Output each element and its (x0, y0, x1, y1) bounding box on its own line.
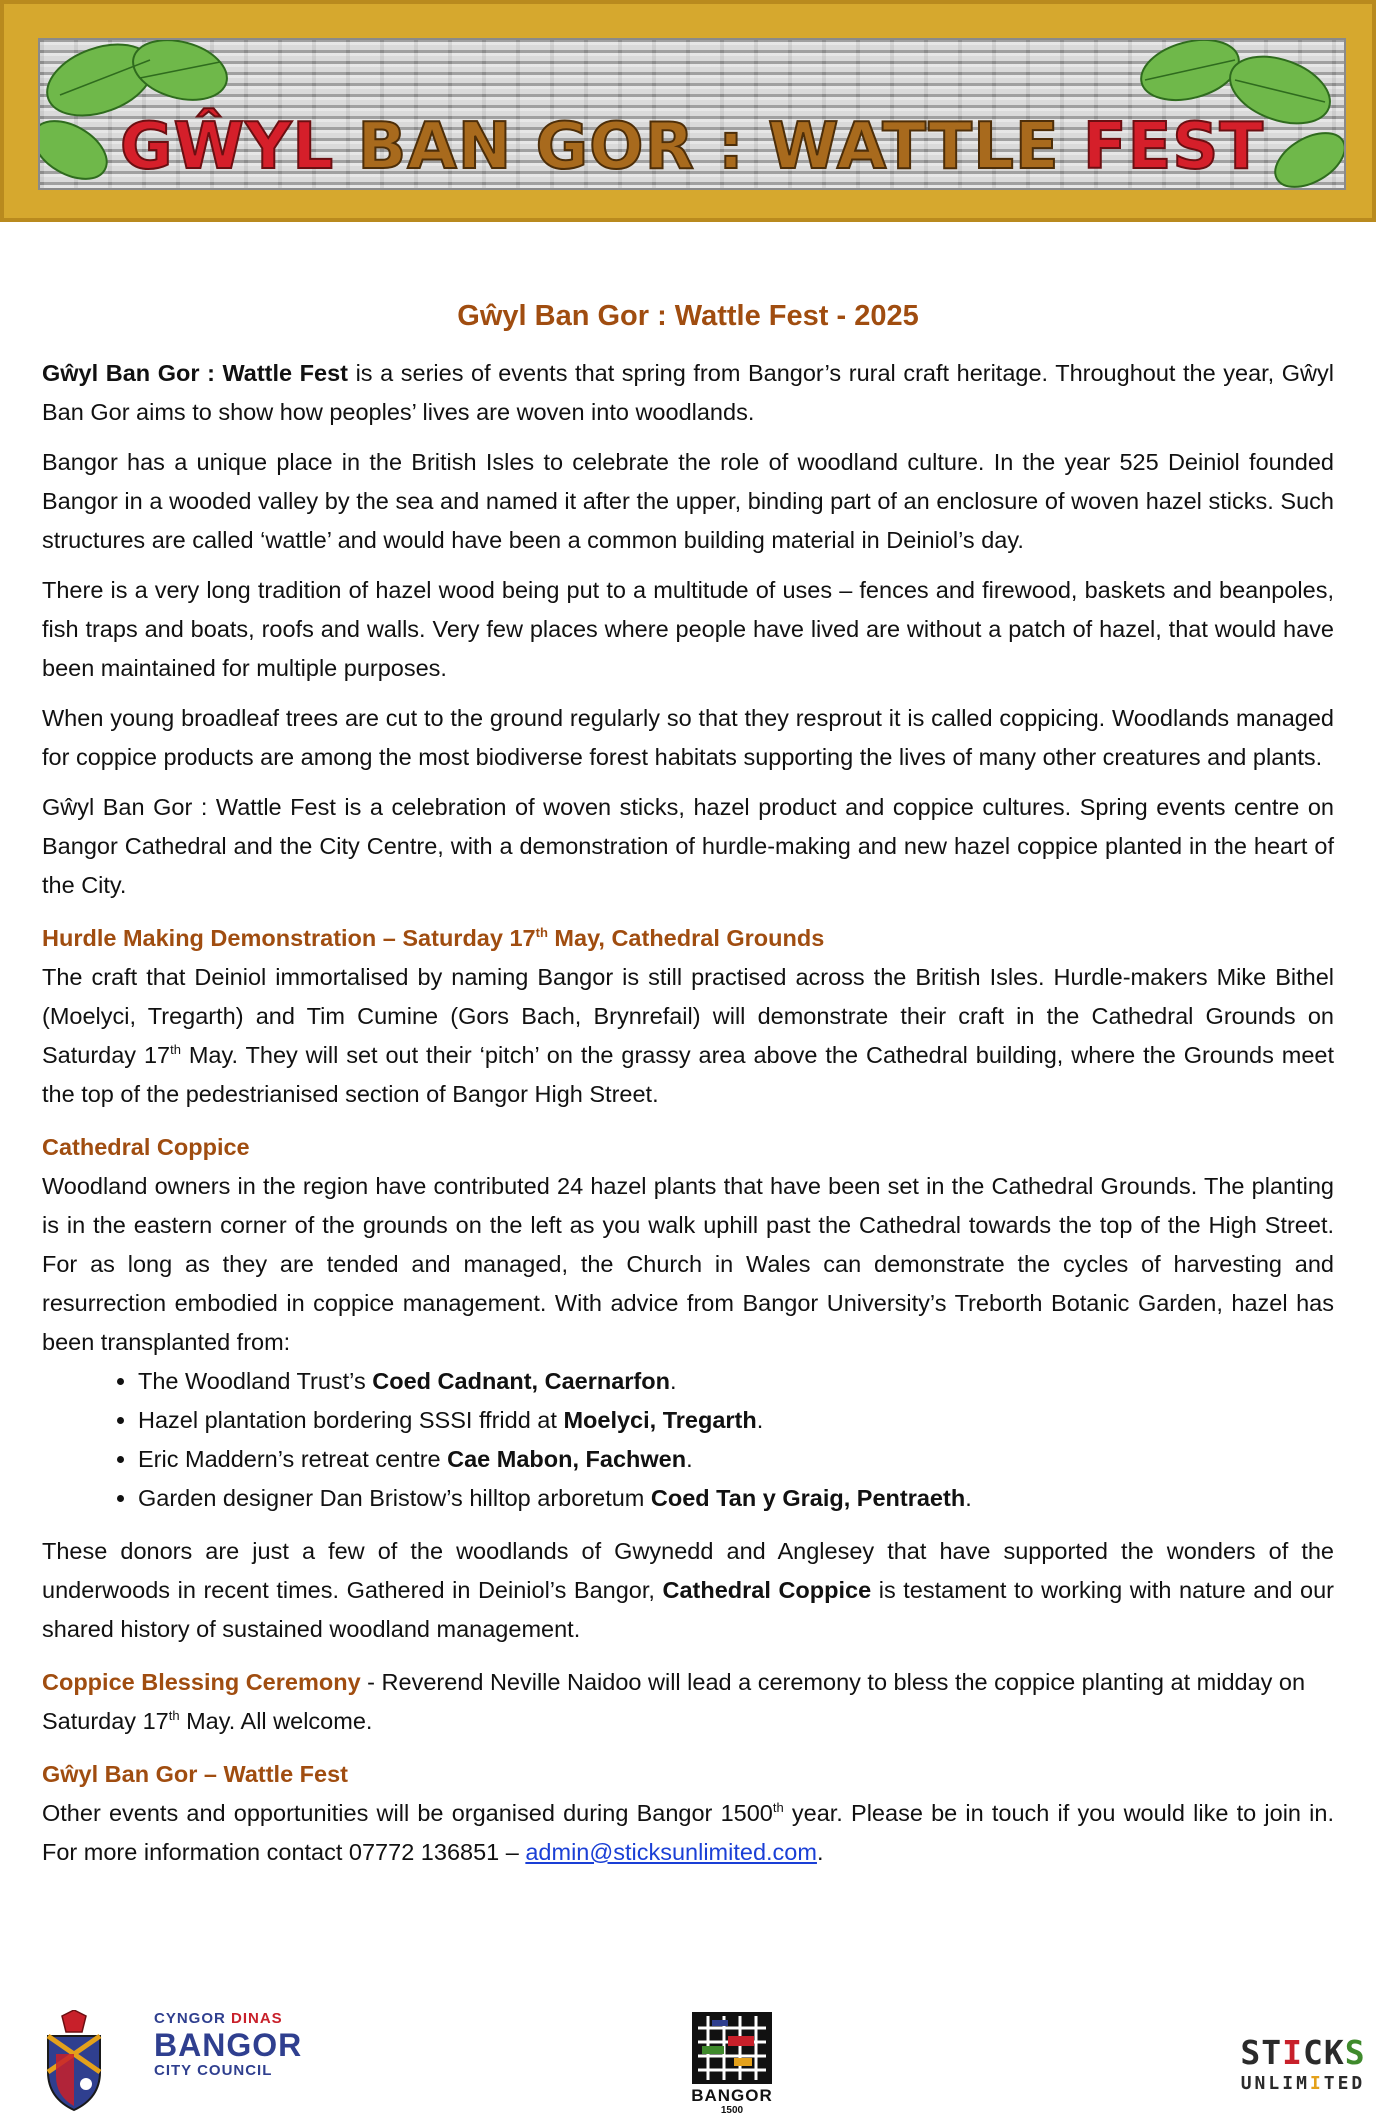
source-prefix: Garden designer Dan Bristow’s hilltop arboretum (138, 1485, 651, 1511)
source-name: Coed Tan y Graig, Pentraeth (650, 1485, 966, 1511)
source-prefix: The Woodland Trust’s (138, 1368, 373, 1394)
source-suffix: . (756, 1407, 764, 1433)
paragraph-tradition: There is a very long tradition of hazel wood being put to a multitude of uses – fences and firewood, baskets and beanpoles, fish traps and boats, roofs and walls. Very few places where people have lived are without a patch of hazel, that would have been maintained for multiple purposes. (42, 577, 1334, 681)
wattle-text-b: year. Please be in touch if you would like to join in. For more information contact 07772 136851 – (42, 1800, 1334, 1865)
list-item (138, 1479, 1334, 1518)
council-crest-icon (42, 2010, 106, 2114)
source-prefix: Eric Maddern’s retreat centre (138, 1446, 448, 1472)
hurdle-heading (42, 919, 1334, 958)
unlimited-wordmark (1238, 2072, 1368, 2096)
donors-bold: Cathedral Coppice (662, 1577, 872, 1603)
wattle-fest-heading: Gŵyl Ban Gor – Wattle Fest (42, 1761, 348, 1787)
bangor-1500-logo (672, 2006, 792, 2116)
wattle-weave-background (38, 38, 1346, 190)
sticks-part-3: CK (1303, 2033, 1345, 2072)
source-suffix: . (686, 1446, 693, 1472)
banner-title (40, 110, 1344, 184)
hurdle-heading-sup: th (535, 925, 548, 941)
document-body (42, 296, 1334, 1883)
list-item (138, 1440, 1334, 1479)
sticks-unlimited-logo (1238, 2034, 1368, 2110)
source-prefix: Hazel plantation bordering SSSI ffridd at (138, 1407, 564, 1433)
blessing-paragraph (42, 1663, 1334, 1741)
blessing-text-a: - Reverend Neville Naidoo will lead a ceremony to bless the coppice planting at midday on Saturday 17 (42, 1669, 1306, 1734)
source-name: Coed Cadnant, Caernarfon (372, 1368, 670, 1394)
coppice-heading: Cathedral Coppice (42, 1134, 250, 1160)
hurdle-paragraph (42, 958, 1334, 1114)
wattle-text-c: . (816, 1839, 824, 1865)
source-name: Moelyci, Tregarth (563, 1407, 757, 1433)
council-cyngor: CYNGOR (154, 2010, 232, 2027)
bangor-1500-year: 1500 (720, 2105, 744, 2116)
list-item (138, 1401, 1334, 1440)
unlimited-part-1: UNLIM (1240, 2073, 1310, 2094)
blessing-text-b: May. All welcome. (179, 1708, 373, 1734)
hazel-source-list (42, 1362, 1334, 1518)
paragraph-coppicing: When young broadleaf trees are cut to the ground regularly so that they resprout it is called coppicing. Woodlands managed for coppice products are among the most biodiverse forest habitats supporting the lives of many other creatures and plants. (42, 705, 1334, 770)
bangor-1500-name: BANGOR (691, 2086, 773, 2105)
donors-text-a: These donors are just a few of the woodlands of Gwynedd and Anglesey that have supported the wonders of the underwoods in recent times. Gathered in Deiniol’s Bangor, (42, 1538, 1334, 1603)
intro-paragraph (42, 354, 1334, 432)
banner-title-fest: FEST (1082, 110, 1265, 184)
paragraph-history: Bangor has a unique place in the British Isles to celebrate the role of woodland culture. In the year 525 Deiniol founded Bangor in a wooded valley by the sea and named it after the upper, binding part of an enclosure of woven hazel sticks. Such structures are called ‘wattle’ and would have been a common building material in Deiniol’s day. (42, 449, 1334, 553)
source-name: Cae Mabon, Fachwen (447, 1446, 687, 1472)
wattle-fest-paragraph (42, 1794, 1334, 1872)
donors-text-b: is testament to working with nature and our shared history of sustained woodland management. (42, 1577, 1334, 1642)
page-title: Gŵyl Ban Gor : Wattle Fest - 2025 (457, 300, 919, 332)
council-line-2: BANGOR (154, 2027, 303, 2063)
source-suffix: . (669, 1368, 677, 1394)
hurdle-text-a: The craft that Deiniol immortalised by naming Bangor is still practised across the British Isles. Hurdle-makers Mike Bithel (Moelyci, Tregarth) and Tim Cumine (Gors Bach, Brynrefail) will demonstrate their craft in the Cathedral Grounds on Saturday 17 (42, 964, 1334, 1068)
wattle-text-a: Other events and opportunities will be organised during Bangor 1500 (42, 1800, 773, 1826)
hurdle-heading-a: Hurdle Making Demonstration – Saturday 17 (42, 925, 536, 951)
hurdle-text-b: May. They will set out their ‘pitch’ on the grassy area above the Cathedral building, where the Grounds meet the top of the pedestrianised section of Bangor High Street. (42, 1042, 1334, 1107)
council-line-1 (154, 2010, 302, 2028)
council-line-3: CITY COUNCIL (154, 2062, 273, 2079)
bangor-1500-mark-icon (672, 2006, 792, 2086)
blessing-heading: Coppice Blessing Ceremony (42, 1669, 361, 1695)
unlimited-part-3: TED (1323, 2073, 1366, 2094)
council-dinas: DINAS (231, 2010, 283, 2027)
bangor-city-council-logo (42, 2010, 303, 2114)
footer-logos (0, 1990, 1400, 2122)
paragraph-celebration: Gŵyl Ban Gor : Wattle Fest is a celebration of woven sticks, hazel product and coppice cultures. Spring events centre on Bangor Cathedral and the City Centre, with a demonstration of hurdle-making and new hazel coppice planted in the heart of the City. (42, 794, 1334, 898)
donors-paragraph (42, 1532, 1334, 1649)
hurdle-text-sup: th (170, 1042, 181, 1058)
sticks-part-1: ST (1240, 2033, 1283, 2072)
blessing-text-sup: th (168, 1708, 180, 1724)
source-suffix: . (965, 1485, 972, 1511)
wattle-text-sup: th (772, 1800, 784, 1816)
list-item (138, 1362, 1334, 1401)
sticks-part-4: S (1344, 2033, 1366, 2072)
coppice-paragraph: Woodland owners in the region have contributed 24 hazel plants that have been set in the Cathedral Grounds. The planting is in the eastern corner of the grounds on the left as you walk uphill past the Cathedral towards the top of the High Street. For as long as they are tended and managed, the Church in Wales can demonstrate the cycles of harvesting and resurrection embodied in coppice management. With advice from Bangor University’s Treborth Botanic Garden, hazel has been transplanted from: (42, 1173, 1334, 1355)
banner-title-ban-gor: BAN GOR : WATTLE (334, 110, 1083, 184)
header-banner (0, 0, 1376, 222)
intro-bold: Gŵyl Ban Gor : Wattle Fest (42, 360, 348, 386)
hurdle-heading-b: May, Cathedral Grounds (547, 925, 825, 951)
unlimited-part-2: I (1309, 2073, 1324, 2094)
sticks-part-2: I (1282, 2033, 1303, 2072)
banner-title-gwyl: GŴYL (119, 110, 335, 184)
sticks-wordmark (1238, 2034, 1368, 2072)
council-name (154, 2010, 302, 2080)
contact-email-link[interactable]: admin@sticksunlimited.com (525, 1839, 817, 1865)
intro-rest: is a series of events that spring from Bangor’s rural craft heritage. Throughout the year, Gŵyl Ban Gor aims to show how peoples’ lives are woven into woodlands. (42, 360, 1335, 425)
